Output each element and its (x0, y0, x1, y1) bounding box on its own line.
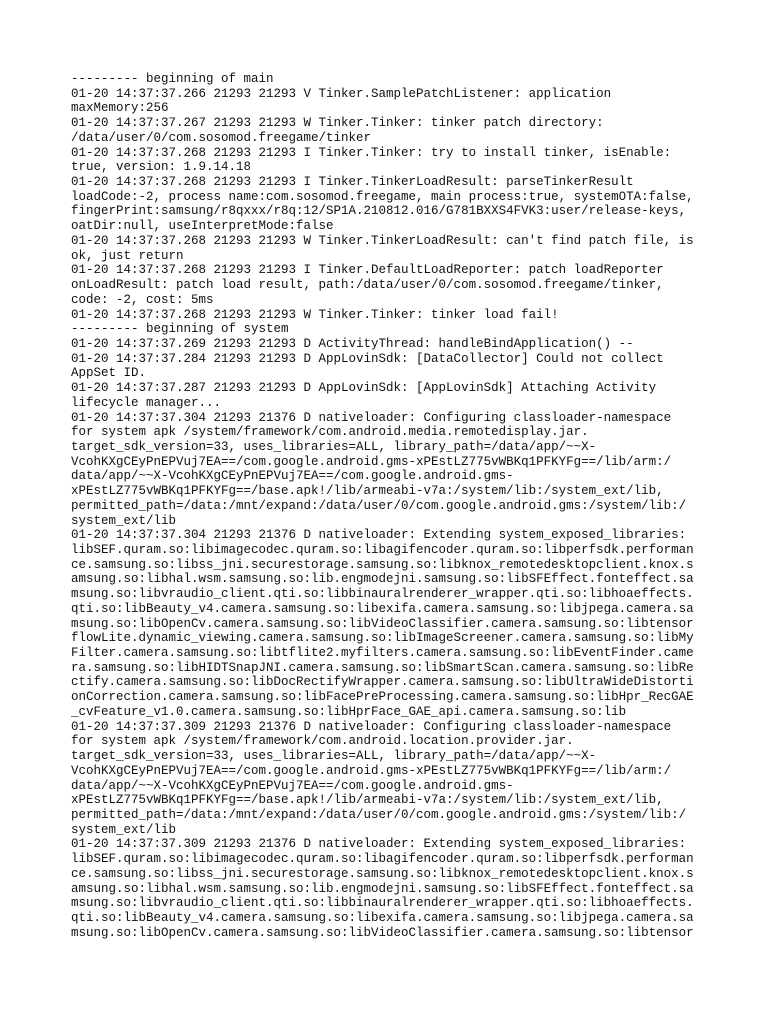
log-line: 01-20 14:37:37.309 21293 21376 D nativeloader: Configuring classloader-namespace (71, 719, 672, 734)
log-line: permitted_path=/data:/mnt/expand:/data/user/0/com.google.android.gms:/system/lib:/ (71, 498, 687, 513)
log-line: flowLite.dynamic_viewing.camera.samsung.so:libImageScreener.camera.samsung.so:libMy (71, 631, 694, 646)
log-line: qti.so:libBeauty_v4.camera.samsung.so:libexifa.camera.samsung.so:libjpega.camera.sa (71, 601, 694, 616)
log-line: 01-20 14:37:37.268 21293 21293 I Tinker.DefaultLoadReporter: patch loadReporter (71, 263, 664, 278)
log-line: true, version: 1.9.14.18 (71, 160, 252, 175)
log-line: system_ext/lib (71, 822, 177, 837)
log-line: 01-20 14:37:37.266 21293 21293 V Tinker.SamplePatchListener: application (71, 86, 612, 101)
log-line: data/app/~~X-VcohKXgCEyPnEPVuj7EA==/com.google.android.gms- (71, 778, 514, 793)
log-line: 01-20 14:37:37.268 21293 21293 I Tinker.Tinker: try to install tinker, isEnable: (71, 145, 672, 160)
log-line: VcohKXgCEyPnEPVuj7EA==/com.google.android.gms-xPEstLZ775vWBKq1PFKYFg==/lib/arm:/ (71, 454, 672, 469)
log-line: VcohKXgCEyPnEPVuj7EA==/com.google.android.gms-xPEstLZ775vWBKq1PFKYFg==/lib/arm:/ (71, 763, 672, 778)
log-line: msung.so:libvraudio_client.qti.so:libbinauralrenderer_wrapper.qti.so:libhoaeffects. (71, 896, 694, 911)
log-line: onCorrection.camera.samsung.so:libFacePreProcessing.camera.samsung.so:libHpr_RecGAE (71, 690, 694, 705)
log-line: maxMemory:256 (71, 101, 169, 116)
log-line: msung.so:libOpenCv.camera.samsung.so:libVideoClassifier.camera.samsung.so:libtensor (71, 616, 694, 631)
log-line: code: -2, cost: 5ms (71, 292, 214, 307)
log-line: ce.samsung.so:libss_jni.securestorage.samsung.so:libknox_remotedesktopclient.knox.s (71, 866, 694, 881)
log-line: oatDir:null, useInterpretMode:false (71, 219, 334, 234)
log-line: for system apk /system/framework/com.android.media.remotedisplay.jar. (71, 425, 589, 440)
log-line: libSEF.quram.so:libimagecodec.quram.so:libagifencoder.quram.so:libperfsdk.performan (71, 543, 694, 557)
log-line: for system apk /system/framework/com.android.location.provider.jar. (71, 734, 574, 749)
log-line: xPEstLZ775vWBKq1PFKYFg==/base.apk!/lib/armeabi-v7a:/system/lib:/system_ext/lib, (71, 484, 664, 499)
log-line: Filter.camera.samsung.so:libtflite2.myfilters.camera.samsung.so:libEventFinder.came (71, 646, 694, 661)
log-line: ok, just return (71, 248, 184, 263)
log-line: 01-20 14:37:37.309 21293 21376 D nativeloader: Extending system_exposed_libraries: (71, 837, 687, 852)
log-line: amsung.so:libhal.wsm.samsung.so:lib.engmodejni.samsung.so:libSFEffect.fonteffect.sa (71, 572, 694, 587)
log-line: --------- beginning of system (71, 322, 289, 337)
log-line: xPEstLZ775vWBKq1PFKYFg==/base.apk!/lib/armeabi-v7a:/system/lib:/system_ext/lib, (71, 793, 664, 808)
log-line: 01-20 14:37:37.268 21293 21293 W Tinker.TinkerLoadResult: can't find patch file, is (71, 233, 694, 248)
log-line: amsung.so:libhal.wsm.samsung.so:lib.engmodejni.samsung.so:libSFEffect.fonteffect.sa (71, 881, 694, 896)
log-line: 01-20 14:37:37.287 21293 21293 D AppLovinSdk: [AppLovinSdk] Attaching Activity (71, 381, 657, 396)
log-line: _cvFeature_v1.0.camera.samsung.so:libHprFace_GAE_api.camera.samsung.so:lib (71, 704, 627, 719)
log-line: 01-20 14:37:37.267 21293 21293 W Tinker.Tinker: tinker patch directory: (71, 116, 604, 131)
log-line: --------- beginning of main (71, 72, 274, 86)
log-line: permitted_path=/data:/mnt/expand:/data/user/0/com.google.android.gms:/system/lib:/ (71, 807, 687, 822)
log-line: system_ext/lib (71, 513, 177, 528)
log-line: 01-20 14:37:37.269 21293 21293 D ActivityThread: handleBindApplication() -- (71, 336, 634, 351)
log-text-block (71, 72, 711, 940)
log-line: target_sdk_version=33, uses_libraries=ALL, library_path=/data/app/~~X- (71, 439, 597, 454)
log-line: target_sdk_version=33, uses_libraries=ALL, library_path=/data/app/~~X- (71, 749, 597, 764)
log-line: fingerPrint:samsung/r8qxxx/r8q:12/SP1A.210812.016/G781BXXS4FVK3:user/release-keys, (71, 204, 687, 219)
log-line: ra.samsung.so:libHIDTSnapJNI.camera.samsung.so:libSmartScan.camera.samsung.so:libRe (71, 660, 694, 675)
log-line: 01-20 14:37:37.304 21293 21376 D nativeloader: Extending system_exposed_libraries: (71, 528, 687, 543)
log-line: ctify.camera.samsung.so:libDocRectifyWrapper.camera.samsung.so:libUltraWideDistorti (71, 675, 694, 690)
log-line: /data/user/0/com.sosomod.freegame/tinker (71, 130, 372, 145)
log-line: 01-20 14:37:37.304 21293 21376 D nativeloader: Configuring classloader-namespace (71, 410, 672, 425)
log-line: msung.so:libvraudio_client.qti.so:libbinauralrenderer_wrapper.qti.so:libhoaeffects. (71, 587, 694, 602)
log-line: 01-20 14:37:37.284 21293 21293 D AppLovinSdk: [DataCollector] Could not collect (71, 351, 664, 366)
log-line: 01-20 14:37:37.268 21293 21293 I Tinker.TinkerLoadResult: parseTinkerResult (71, 175, 634, 190)
log-line: libSEF.quram.so:libimagecodec.quram.so:libagifencoder.quram.so:libperfsdk.performan (71, 852, 694, 867)
log-line: qti.so:libBeauty_v4.camera.samsung.so:libexifa.camera.samsung.so:libjpega.camera.sa (71, 910, 694, 925)
log-line: 01-20 14:37:37.268 21293 21293 W Tinker.Tinker: tinker load fail! (71, 307, 559, 322)
log-line: AppSet ID. (71, 366, 147, 381)
log-line: onLoadResult: patch load result, path:/data/user/0/com.sosomod.freegame/tinker, (71, 278, 664, 293)
log-line: lifecycle manager... (71, 395, 222, 410)
log-line: ce.samsung.so:libss_jni.securestorage.samsung.so:libknox_remotedesktopclient.knox.s (71, 557, 694, 572)
log-line: data/app/~~X-VcohKXgCEyPnEPVuj7EA==/com.google.android.gms- (71, 469, 514, 484)
log-line: loadCode:-2, process name:com.sosomod.freegame, main process:true, systemOTA:false, (71, 189, 694, 204)
log-line: msung.so:libOpenCv.camera.samsung.so:libVideoClassifier.camera.samsung.so:libtensor (71, 925, 694, 940)
